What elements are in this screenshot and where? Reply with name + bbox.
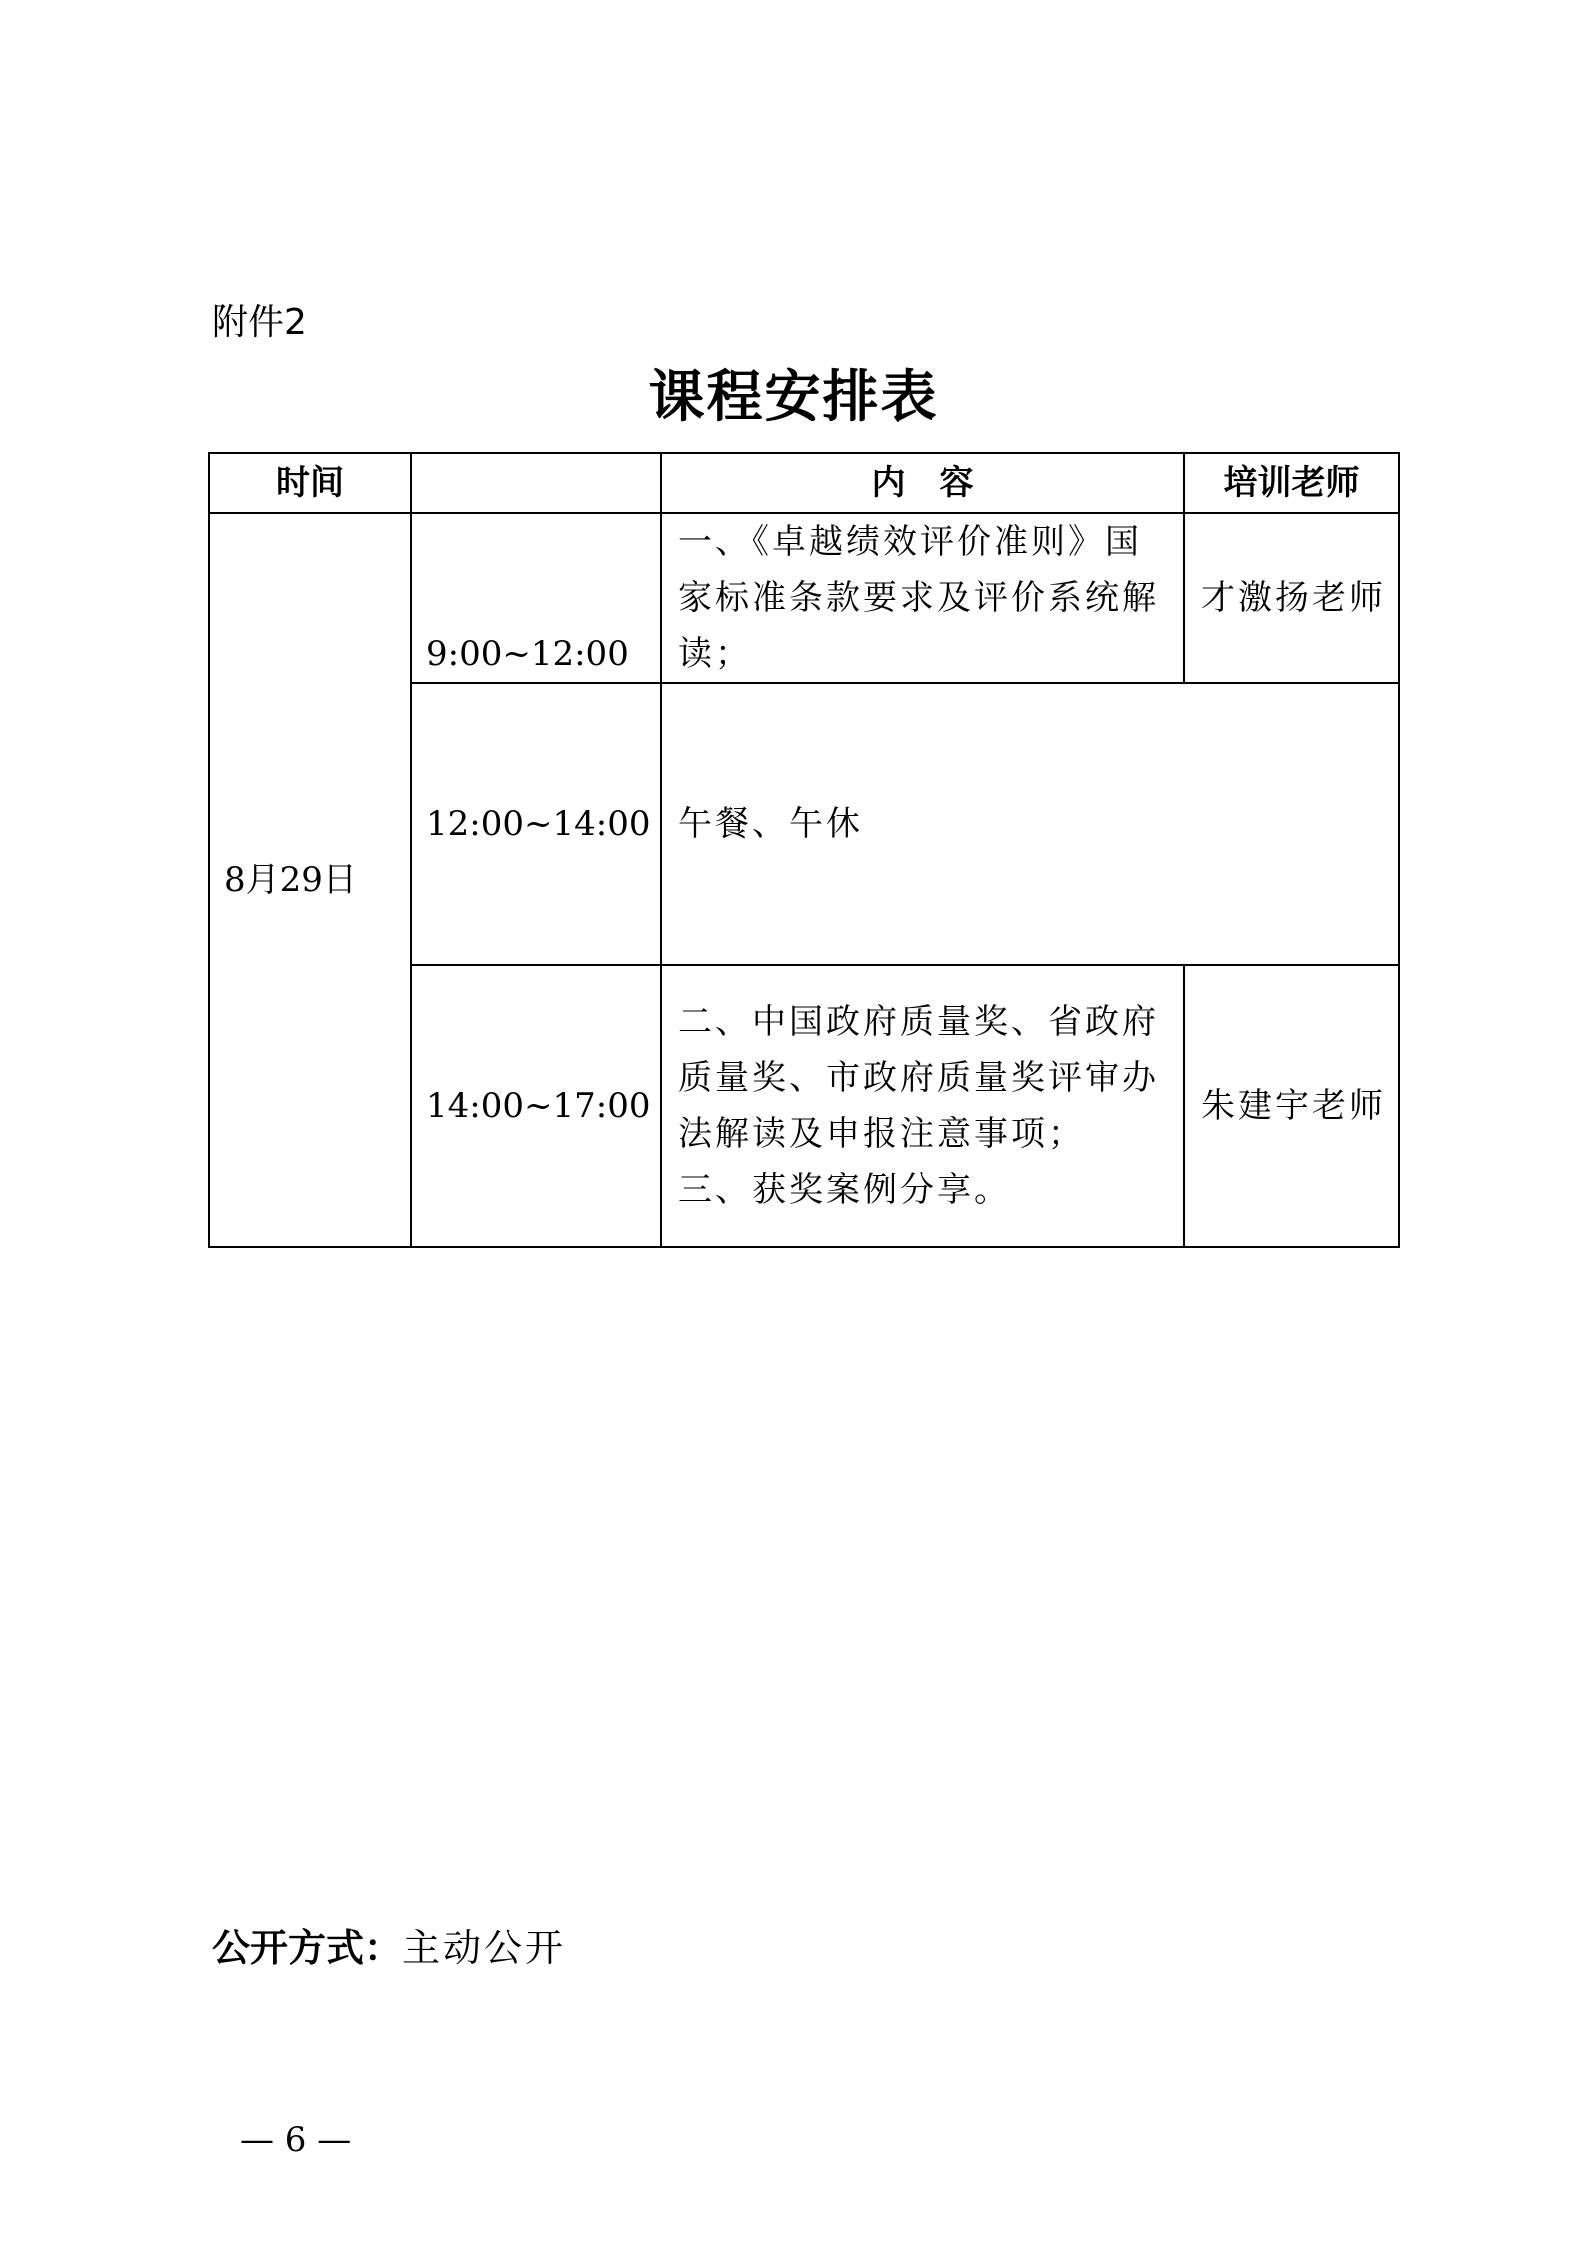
content-cell: 午餐、午休 [661, 683, 1399, 965]
header-teacher: 培训老师 [1184, 453, 1399, 513]
content-line: 二、中国政府质量奖、省政府质量奖、市政府质量奖评审办法解读及申报注意事项； [678, 1002, 1159, 1154]
time-cell: 12:00~14:00 [411, 683, 661, 965]
content-line: 三、获奖案例分享。 [678, 1170, 1011, 1210]
header-row [209, 453, 1399, 513]
time-cell: 14:00~17:00 [411, 965, 661, 1247]
header-content: 内 容 [661, 453, 1184, 513]
publication-label: 公开方式： [212, 1926, 403, 1970]
page-title: 课程安排表 [648, 365, 939, 430]
schedule-table [208, 452, 1400, 1248]
teacher-cell: 朱建宇老师 [1184, 965, 1399, 1247]
header-blank [411, 453, 661, 513]
header-time: 时间 [209, 453, 411, 513]
teacher-cell: 才激扬老师 [1184, 513, 1399, 683]
date-cell: 8月29日 [209, 513, 411, 1247]
content-cell: 一、《卓越绩效评价准则》国家标准条款要求及评价系统解读； [661, 513, 1184, 683]
attachment-label: 附件2 [212, 302, 307, 343]
publication-value: 主动公开 [402, 1926, 567, 1970]
time-cell: 9:00~12:00 [411, 513, 661, 683]
content-cell [661, 965, 1184, 1247]
table-row [209, 513, 1399, 683]
publication-method [212, 1920, 566, 1976]
page-number: — 6 — [240, 2120, 352, 2160]
